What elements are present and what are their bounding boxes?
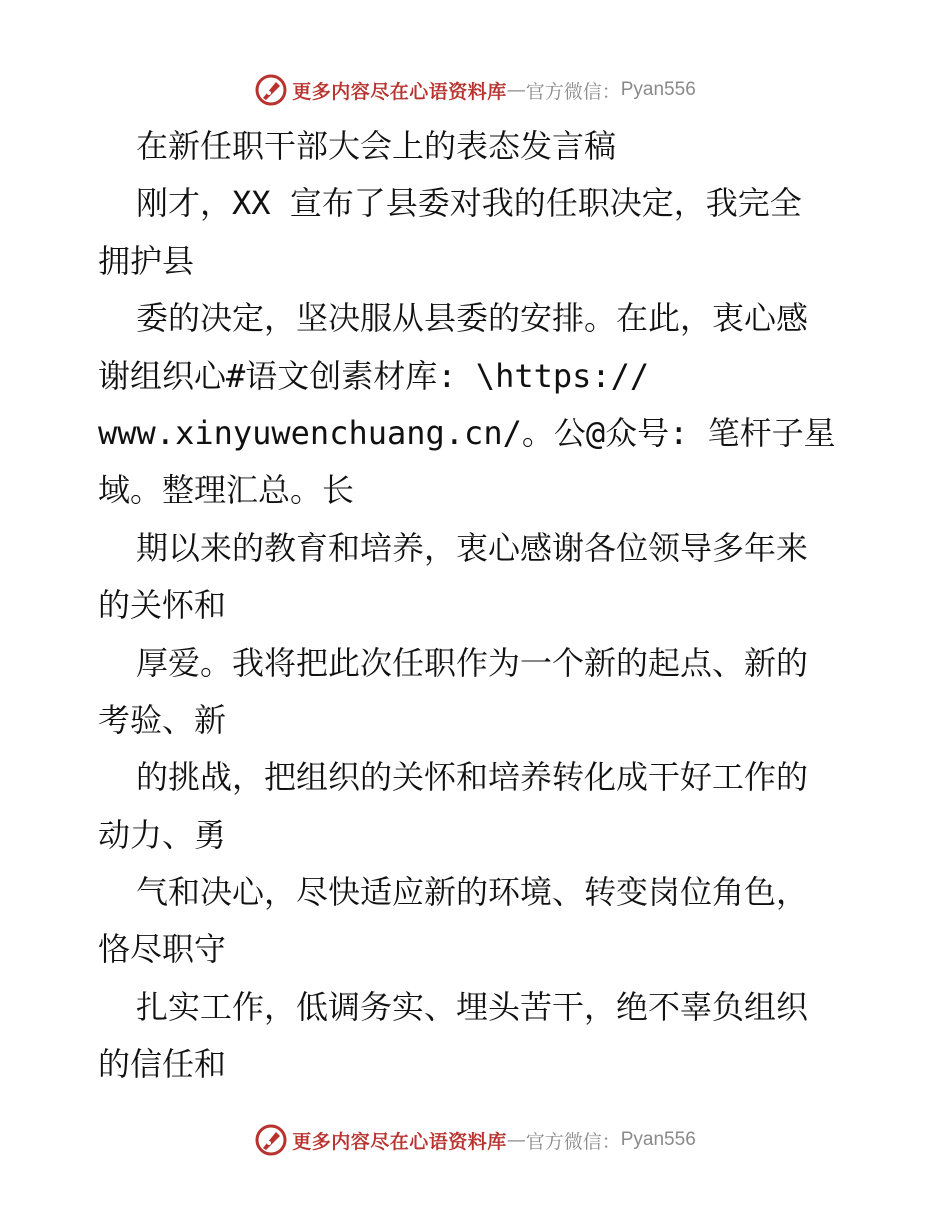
text-line: 的信任和: [98, 1045, 227, 1084]
text-line: 委的决定，坚决服从县委的安排。在此，衷心感: [136, 299, 809, 338]
pen-nib-circle-icon: [254, 73, 288, 107]
pen-nib-circle-icon: [254, 1123, 288, 1157]
text-line: 期以来的教育和培养，衷心感谢各位领导多年来: [136, 528, 809, 567]
document-body: [98, 118, 868, 1094]
text-line: 的挑战，把组织的关怀和培养转化成干好工作的: [136, 758, 809, 797]
text-line: 谢组织心#语文创素材库: \https://: [98, 356, 650, 395]
footer-brand: 更多内容尽在心语资料库: [292, 1130, 507, 1153]
footer-watermark: [0, 1120, 950, 1160]
text-line: 扎实工作，低调务实、埋头苦干，绝不辜负组织: [136, 987, 809, 1026]
text-line: 恪尽职守: [98, 930, 227, 969]
text-line: 刚才，XX 宣布了县委对我的任职决定，我完全: [136, 184, 802, 223]
text-line: 考验、新: [98, 700, 227, 739]
document-title: 在新任职干部大会上的表态发言稿: [136, 127, 617, 165]
header-brand: 更多内容尽在心语资料库: [292, 80, 507, 103]
header-contact-label: 官方微信：: [525, 80, 621, 103]
text-line: www.xinyuwenchuang.cn/。公@众号: 笔杆子星: [98, 413, 836, 452]
header-watermark: [0, 70, 950, 110]
text-line: 域。整理汇总。长: [98, 471, 355, 510]
footer-account: Pyan556: [620, 1129, 696, 1150]
footer-contact-label: 官方微信：: [525, 1130, 621, 1153]
text-line: 气和决心，尽快适应新的环境、转变岗位角色，: [136, 873, 809, 912]
text-line: 动力、勇: [98, 815, 227, 854]
header-account: Pyan556: [620, 79, 696, 100]
text-line: 的关怀和: [98, 586, 227, 625]
footer-separator: —: [506, 1129, 526, 1151]
text-line: 拥护县: [98, 241, 195, 280]
header-separator: —: [506, 79, 526, 101]
text-line: 厚爱。我将把此次任职作为一个新的起点、新的: [136, 643, 809, 682]
